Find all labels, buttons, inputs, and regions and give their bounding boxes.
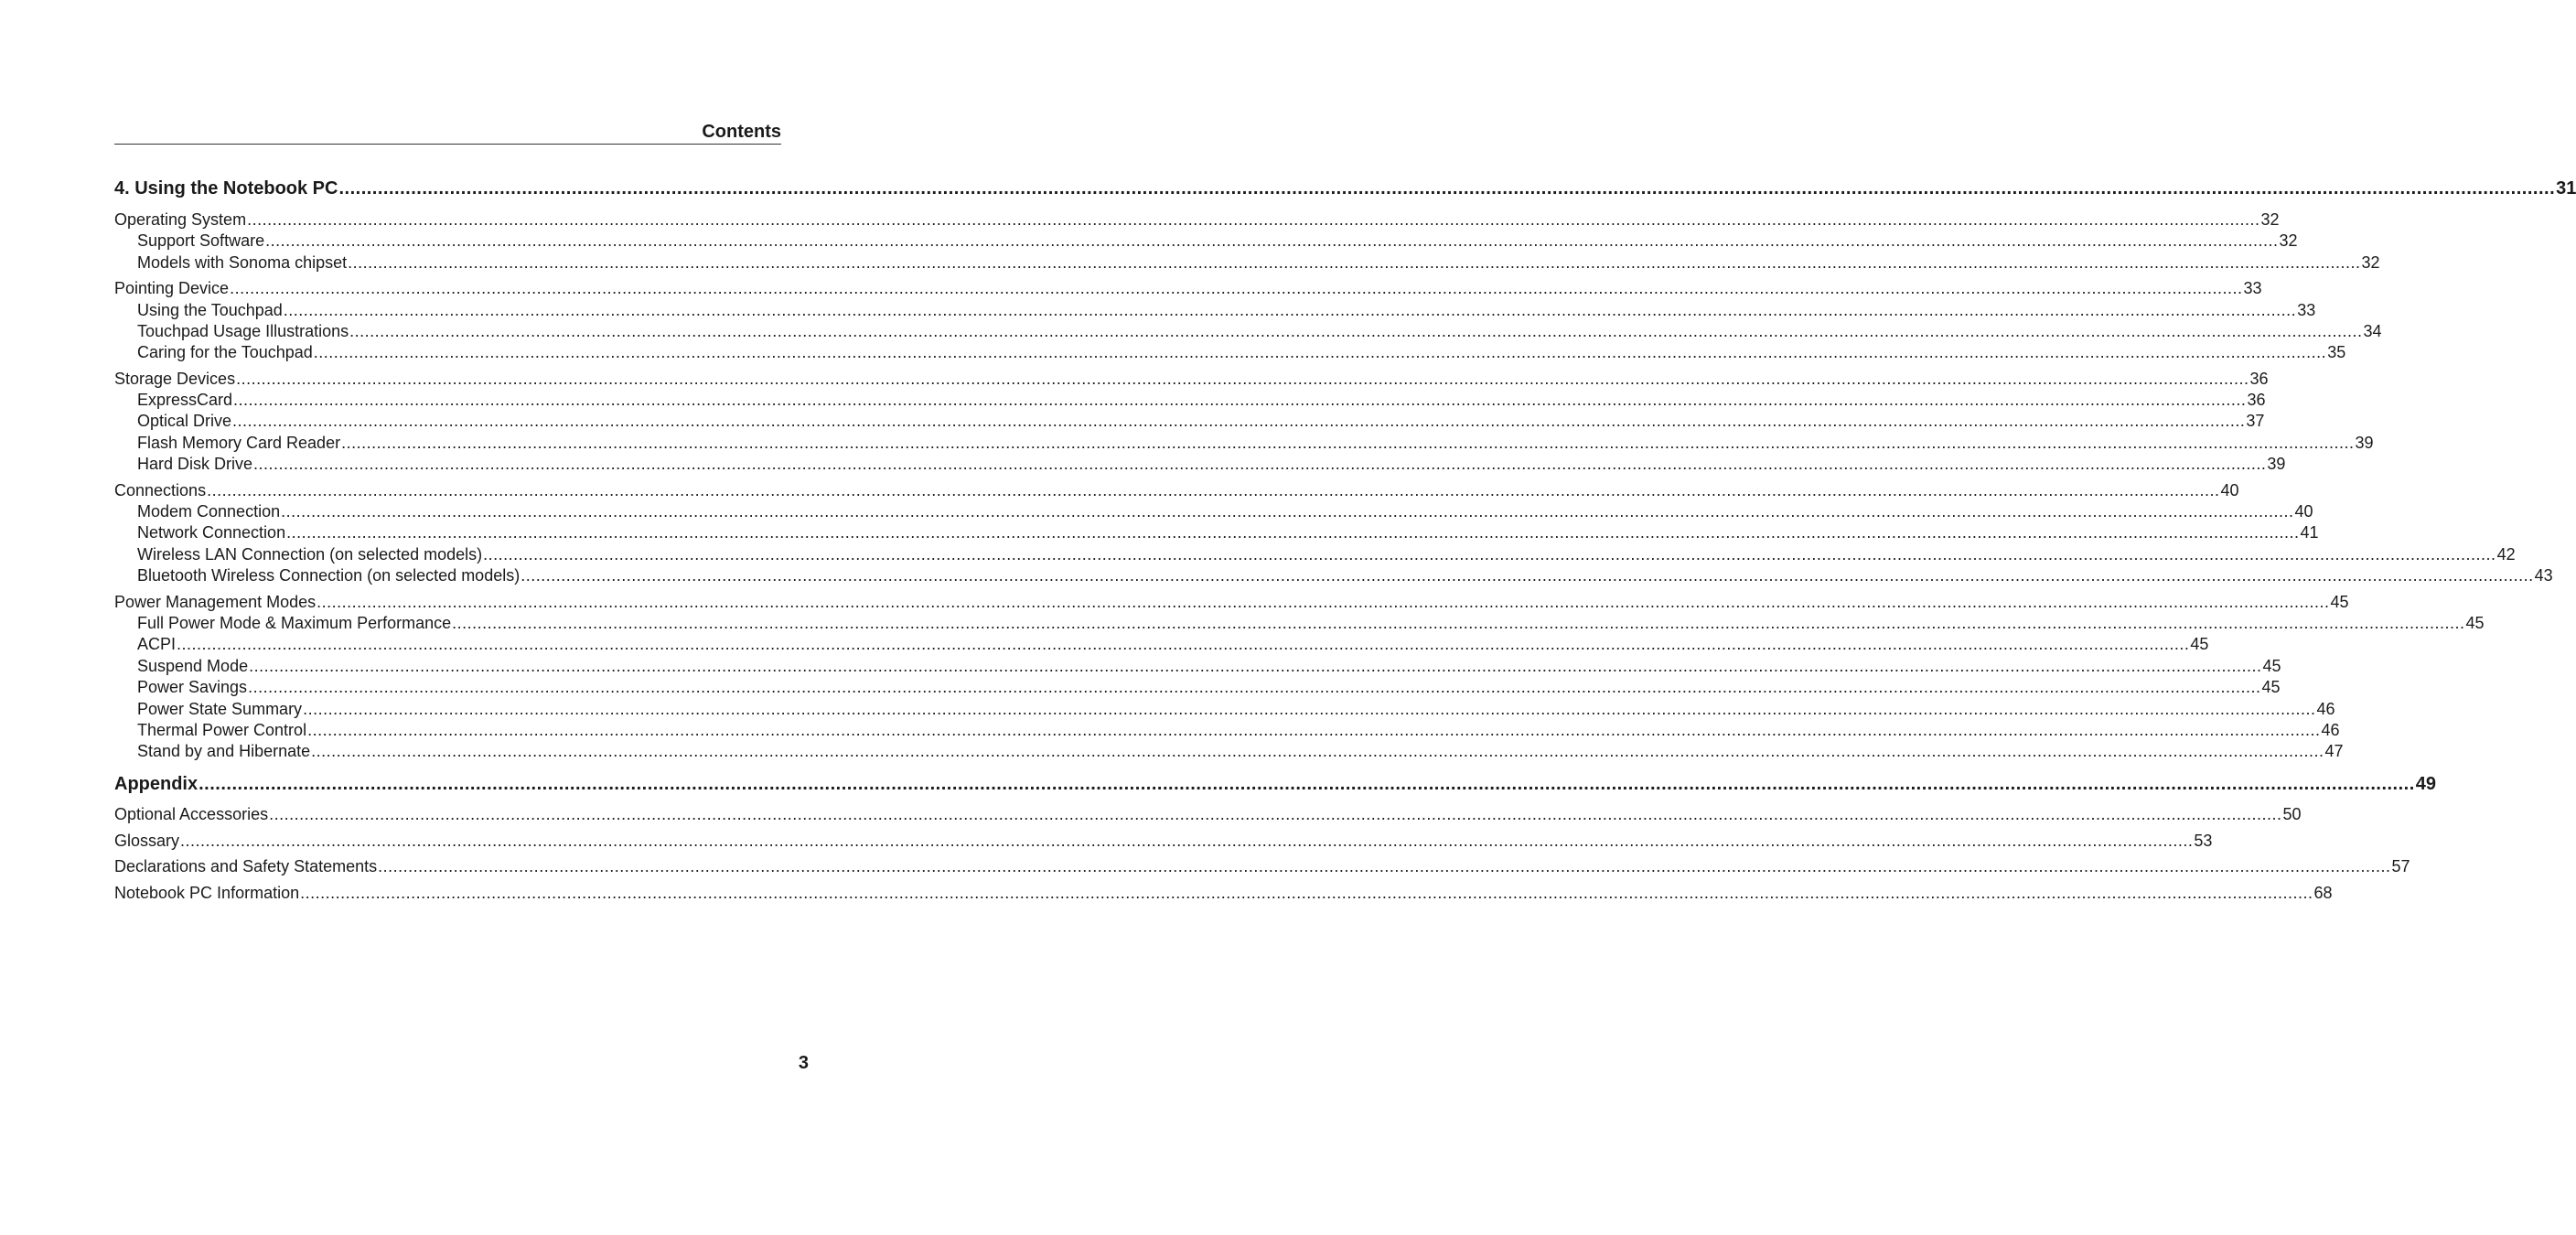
page-header-title: Contents [702, 122, 781, 142]
toc-entry [114, 677, 2281, 697]
toc-entry [114, 252, 2380, 273]
dot-leader: ................................................................................................................................................................................................................................................................................................................................................................................................................ [378, 857, 2391, 875]
toc-entry [114, 278, 2262, 298]
dot-leader: ................................................................................................................................................................................................................................................................................................................................................................................................................ [300, 884, 2313, 902]
toc-entry-page: 39 [2355, 434, 2374, 452]
dot-leader: ................................................................................................................................................................................................................................................................................................................................................................................................................ [483, 545, 2496, 564]
toc-entry-page: 36 [2249, 370, 2269, 388]
toc-entry [114, 433, 2374, 453]
toc-entry-label: Operating System [114, 210, 247, 229]
toc-entry [114, 522, 2319, 542]
toc-entry-page: 33 [2297, 301, 2316, 319]
toc-entry [114, 831, 2213, 851]
toc-entry-label: Stand by and Hibernate [137, 742, 311, 760]
toc-entry-label: Glossary [114, 832, 180, 850]
toc-entry [114, 177, 2576, 200]
toc-entry-label: Wireless LAN Connection (on selected models) [137, 545, 483, 564]
toc-entry [114, 501, 2313, 521]
toc-entry-page: 46 [2321, 721, 2340, 739]
dot-leader: ................................................................................................................................................................................................................................................................................................................................................................................................................ [232, 412, 2246, 430]
toc-entry-page: 33 [2243, 279, 2262, 297]
toc-entry-label: Appendix [114, 774, 199, 794]
toc-entry [114, 390, 2266, 410]
toc-entry-page: 68 [2313, 884, 2333, 902]
toc-entry [114, 321, 2382, 341]
toc-entry-label: Suspend Mode [137, 657, 249, 675]
toc-entry [114, 300, 2316, 320]
toc-entry-page: 47 [2324, 742, 2344, 760]
toc-entry-label: Network Connection [137, 523, 286, 542]
dot-leader: ................................................................................................................................................................................................................................................................................................................................................................................................................ [207, 481, 2220, 499]
toc-entry [114, 699, 2335, 719]
dot-leader: ................................................................................................................................................................................................................................................................................................................................................................................................................ [349, 322, 2363, 340]
toc-entry-page: 31 [2556, 178, 2576, 199]
toc-entry-label: Hard Disk Drive [137, 455, 253, 473]
dot-leader: ................................................................................................................................................................................................................................................................................................................................................................................................................ [521, 566, 2534, 585]
toc-entry-page: 45 [2262, 657, 2281, 675]
dot-leader: ................................................................................................................................................................................................................................................................................................................................................................................................................ [281, 502, 2294, 521]
toc-entry-page: 45 [2465, 614, 2485, 632]
toc-entry [114, 369, 2269, 389]
toc-entry-label: Connections [114, 481, 207, 499]
toc-entry-page: 32 [2260, 210, 2280, 229]
toc-entry [114, 613, 2485, 633]
toc-entry-page: 40 [2220, 481, 2239, 499]
toc-entry-page: 35 [2327, 343, 2346, 361]
toc-entry-label: Optical Drive [137, 412, 232, 430]
toc-entry-label: ACPI [137, 635, 177, 653]
dot-leader: ................................................................................................................................................................................................................................................................................................................................................................................................................ [307, 721, 2321, 739]
dot-leader: ................................................................................................................................................................................................................................................................................................................................................................................................................ [230, 279, 2243, 297]
dot-leader: ................................................................................................................................................................................................................................................................................................................................................................................................................ [283, 301, 2297, 319]
dot-leader: ................................................................................................................................................................................................................................................................................................................................................................................................................ [338, 178, 2556, 199]
toc-entry-label: Bluetooth Wireless Connection (on selected models) [137, 566, 521, 585]
toc-entry-page: 42 [2496, 545, 2516, 564]
toc-entry-label: Declarations and Safety Statements [114, 857, 378, 875]
toc-entry-label: Power State Summary [137, 700, 303, 718]
toc-entry-label: Modem Connection [137, 502, 281, 521]
toc-entry-page: 46 [2316, 700, 2335, 718]
dot-leader: ................................................................................................................................................................................................................................................................................................................................................................................................................ [247, 210, 2260, 229]
toc-entry-page: 32 [2279, 231, 2298, 250]
dot-leader: ................................................................................................................................................................................................................................................................................................................................................................................................................ [269, 805, 2282, 823]
toc-entry [114, 454, 2286, 474]
toc-entry-label: Full Power Mode & Maximum Performance [137, 614, 452, 632]
toc-entry-label: Thermal Power Control [137, 721, 307, 739]
toc-entry [114, 772, 2437, 796]
toc-entry-page: 45 [2261, 678, 2281, 696]
toc-entry [114, 231, 2298, 251]
toc-entry-label: Notebook PC Information [114, 884, 300, 902]
toc-entry-page: 49 [2415, 774, 2437, 794]
dot-leader: ................................................................................................................................................................................................................................................................................................................................................................................................................ [286, 523, 2300, 542]
dot-leader: ................................................................................................................................................................................................................................................................................................................................................................................................................ [236, 370, 2249, 388]
dot-leader: ................................................................................................................................................................................................................................................................................................................................................................................................................ [265, 231, 2279, 250]
toc-entry-label: Caring for the Touchpad [137, 343, 313, 361]
toc-entry [114, 634, 2209, 654]
toc-entry-label: Power Savings [137, 678, 248, 696]
toc-entry-page: 37 [2246, 412, 2265, 430]
dot-leader: ................................................................................................................................................................................................................................................................................................................................................................................................................ [253, 455, 2267, 473]
toc-entry [114, 856, 2410, 876]
toc-entry [114, 883, 2333, 903]
dot-leader: ................................................................................................................................................................................................................................................................................................................................................................................................................ [313, 343, 2327, 361]
toc-entry [114, 209, 2280, 230]
toc-entry-label: Support Software [137, 231, 265, 250]
dot-leader: ................................................................................................................................................................................................................................................................................................................................................................................................................ [177, 635, 2190, 653]
toc-entry-page: 57 [2391, 857, 2410, 875]
toc-entry [114, 342, 2346, 362]
dot-leader: ................................................................................................................................................................................................................................................................................................................................................................................................................ [311, 742, 2324, 760]
toc-entry-label: Optional Accessories [114, 805, 269, 823]
toc-entry [114, 544, 2516, 564]
dot-leader: ................................................................................................................................................................................................................................................................................................................................................................................................................ [348, 253, 2361, 272]
dot-leader: ................................................................................................................................................................................................................................................................................................................................................................................................................ [341, 434, 2355, 452]
toc-entry-label: Models with Sonoma chipset [137, 253, 348, 272]
toc-entry-label: Touchpad Usage Illustrations [137, 322, 349, 340]
toc-entry [114, 480, 2239, 500]
toc-entry-page: 43 [2534, 566, 2553, 585]
dot-leader: ................................................................................................................................................................................................................................................................................................................................................................................................................ [180, 832, 2194, 850]
toc-entry [114, 741, 2344, 761]
toc-entry [114, 411, 2265, 431]
toc-entry-page: 50 [2282, 805, 2302, 823]
toc-entry-label: Flash Memory Card Reader [137, 434, 341, 452]
toc-entry-label: 4. Using the Notebook PC [114, 178, 338, 199]
toc-entry-label: Using the Touchpad [137, 301, 283, 319]
dot-leader: ................................................................................................................................................................................................................................................................................................................................................................................................................ [233, 391, 2247, 409]
dot-leader: ................................................................................................................................................................................................................................................................................................................................................................................................................ [248, 678, 2261, 696]
toc-entry [114, 565, 2553, 585]
toc-entry [114, 804, 2302, 824]
page-number: 3 [798, 1053, 809, 1073]
toc-entry-label: Pointing Device [114, 279, 230, 297]
toc-entry-page: 45 [2190, 635, 2209, 653]
toc-entry-page: 40 [2294, 502, 2313, 521]
dot-leader: ................................................................................................................................................................................................................................................................................................................................................................................................................ [303, 700, 2316, 718]
toc-entry-label: Storage Devices [114, 370, 236, 388]
toc-entry-page: 32 [2361, 253, 2380, 272]
toc-entry [114, 656, 2281, 676]
dot-leader: ................................................................................................................................................................................................................................................................................................................................................................................................................ [452, 614, 2465, 632]
toc-entry-page: 36 [2247, 391, 2266, 409]
dot-leader: ................................................................................................................................................................................................................................................................................................................................................................................................................ [249, 657, 2262, 675]
toc-entry-label: ExpressCard [137, 391, 233, 409]
toc-entry-page: 41 [2300, 523, 2319, 542]
toc-entry [114, 592, 2349, 612]
toc-entry-label: Power Management Modes [114, 593, 317, 611]
dot-leader: ................................................................................................................................................................................................................................................................................................................................................................................................................ [317, 593, 2330, 611]
toc-entry-page: 34 [2363, 322, 2382, 340]
toc-entry-page: 45 [2330, 593, 2349, 611]
header-divider [114, 144, 781, 145]
toc-entry-page: 53 [2194, 832, 2213, 850]
dot-leader: ................................................................................................................................................................................................................................................................................................................................................................................................................ [199, 774, 2415, 794]
toc-entry-page: 39 [2267, 455, 2286, 473]
toc-entry [114, 720, 2340, 740]
